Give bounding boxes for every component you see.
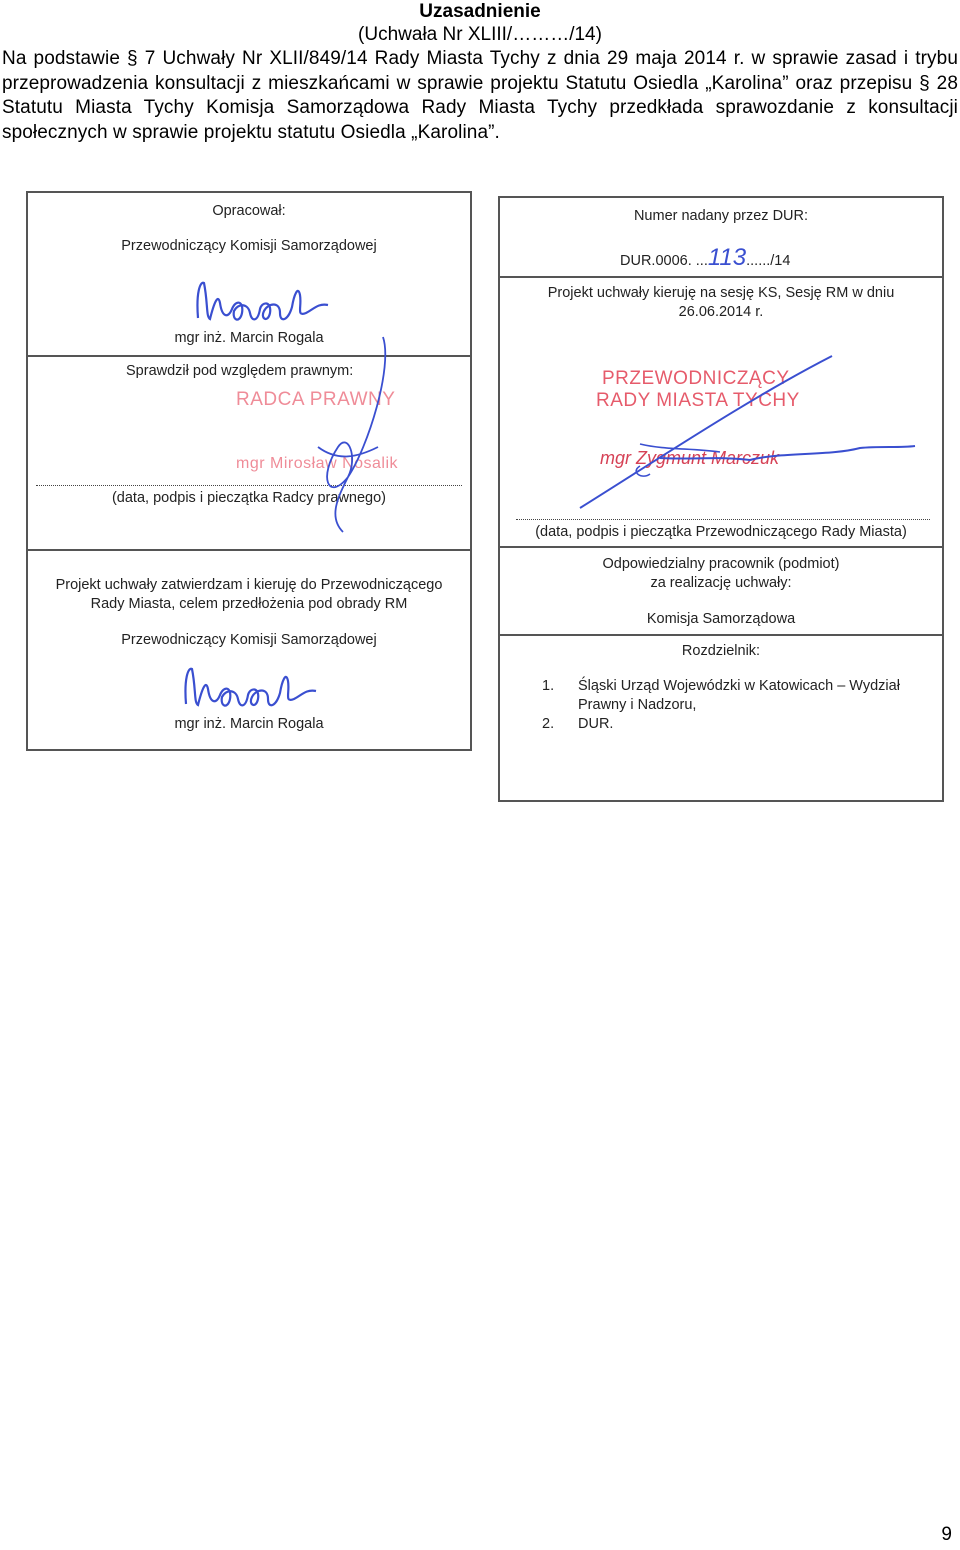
distribution-num-2: 2. (542, 716, 555, 732)
resolution-number: (Uchwała Nr XLIII/………/14) (358, 24, 602, 45)
dur-number-section (500, 198, 942, 278)
prepared-label: Opracował: (212, 203, 286, 219)
approve-text-1: Projekt uchwały zatwierdzam i kieruję do Przewodniczącego (55, 577, 443, 593)
prepared-name: mgr inż. Marcin Rogala (174, 330, 324, 346)
dur-number (620, 244, 790, 272)
distribution-item-1-line-1: Śląski Urząd Wojewódzki w Katowicach – Wydział (578, 678, 900, 694)
chair-signature-line (516, 519, 930, 520)
approve-role: Przewodniczący Komisji Samorządowej (121, 632, 377, 648)
document-header (0, 0, 960, 145)
dur-number-prefix: DUR.0006. ... (620, 253, 708, 269)
distribution-section (500, 636, 942, 800)
dur-number-handwritten: 113 (707, 244, 747, 271)
legal-stamp: RADCA PRAWNY (236, 389, 396, 410)
responsible-section (500, 548, 942, 636)
signature-chairman (570, 348, 930, 518)
left-approval-form (26, 191, 472, 751)
distribution-item-1-line-2: Prawny i Nadzoru, (578, 697, 697, 713)
approval-section (28, 551, 470, 749)
signature-legal-advisor (288, 327, 398, 537)
responsible-label-2: za realizację uchwały: (650, 575, 792, 591)
legal-check-section (28, 357, 470, 551)
page-number: 9 (941, 1524, 952, 1545)
signature-rogala-1 (188, 273, 338, 333)
legal-caption: (data, podpis i pieczątka Radcy prawnego) (111, 490, 387, 506)
session-text-2: 26.06.2014 r. (678, 304, 764, 320)
dur-label: Numer nadany przez DUR: (633, 208, 809, 224)
legal-label: Sprawdził pod względem prawnym: (126, 363, 354, 379)
distribution-item-2-line-1: DUR. (578, 716, 614, 732)
responsible-label-1: Odpowiedzialny pracownik (podmiot) (602, 556, 840, 572)
legal-signature-line (36, 485, 462, 486)
justification-paragraph: Na podstawie § 7 Uchwały Nr XLII/849/14 Rady Miasta Tychy z dnia 29 maja 2014 r. w sprawie zasad i trybu przeprowadzenia konsultacji z mieszkańcami w sprawie projektu Statutu Osiedla „Karolina” oraz przepisu § 28 Statutu Miasta Tychy Komisja Samorządowa Rady Miasta Tychy przedkłada sprawozdanie z konsultacji społecznych w sprawie projektu statutu Osiedla „Karolina”. (2, 48, 958, 143)
approve-name: mgr inż. Marcin Rogala (174, 716, 324, 732)
dur-number-suffix: ....../14 (746, 253, 791, 269)
chair-caption: (data, podpis i pieczątka Przewodniczącego Rady Miasta) (535, 524, 907, 540)
prepared-role: Przewodniczący Komisji Samorządowej (121, 238, 377, 254)
approve-text-2: Rady Miasta, celem przedłożenia pod obrady RM (90, 596, 408, 612)
signature-rogala-2 (176, 659, 326, 719)
distribution-label: Rozdzielnik: (681, 643, 761, 659)
session-section (500, 278, 942, 548)
responsible-value: Komisja Samorządowa (646, 611, 796, 627)
chair-stamp-line-2: RADY MIASTA TYCHY (596, 390, 800, 411)
distribution-num-1: 1. (542, 678, 555, 694)
session-text-1: Projekt uchwały kieruję na sesję KS, Sesję RM w dniu (547, 285, 895, 301)
prepared-section (28, 193, 470, 357)
chair-stamp-line-1: PRZEWODNICZĄCY (602, 368, 790, 389)
document-title: Uzasadnienie (419, 1, 541, 22)
chair-stamp-name: mgr Zygmunt Marczuk (600, 448, 780, 468)
legal-stamp-name: mgr Mirosław Nosalik (236, 455, 399, 472)
right-session-form (498, 196, 944, 802)
